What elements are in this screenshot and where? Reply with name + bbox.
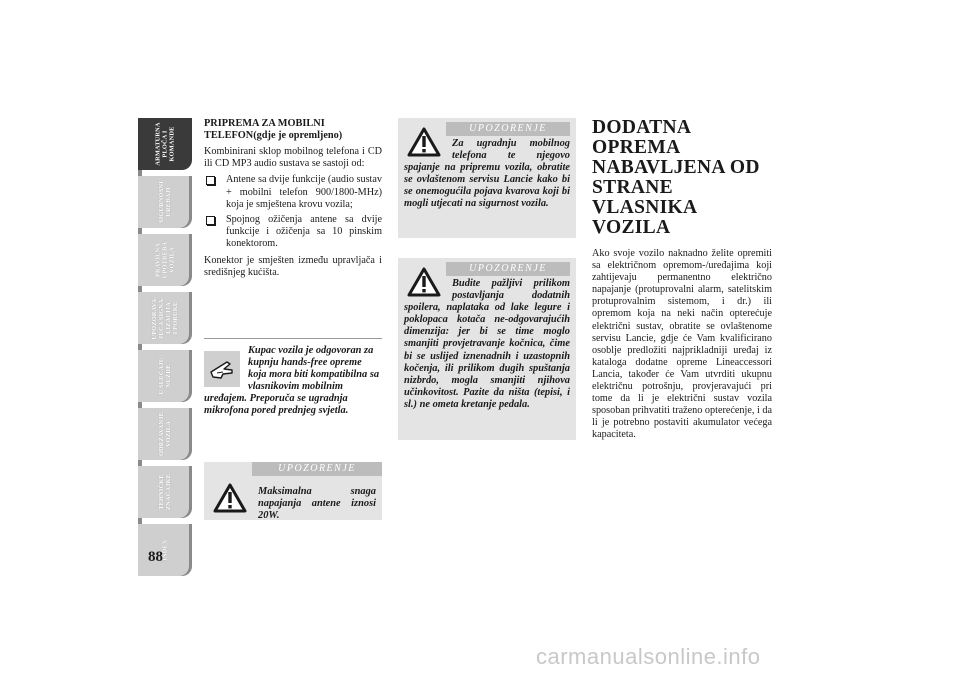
tab-label: PRAVILNA UPOTREBA VOZILA <box>154 241 176 279</box>
warning-install <box>398 118 576 238</box>
checkbox-bullet-icon <box>206 216 215 225</box>
list-item <box>204 174 382 211</box>
warning-text: Za ugradnju mobilnog telefona te njegovo spajanje na pripremu vozila, obratite se ovlaštenom servisu Lancie kako bi se onemogućila pojava kvarova koji bi mogli utjecati na sigurnost vozila. <box>404 138 570 210</box>
tab-sigurnosni-uredaji[interactable] <box>138 176 192 228</box>
tab-label: ODRŽAVANJE VOZILA <box>158 411 172 457</box>
tab-armaturna-ploca[interactable] <box>138 118 192 170</box>
warning-triangle-icon <box>404 264 444 300</box>
tab-label: U SLUČAJU NUŽDE <box>158 357 172 395</box>
tip-text: Kupac vozila je odgovoran za kupnju hands-free opreme koja mora biti kompatibilna sa vlasnikovim mobilnim uređajem. Preporuča se ugradnja mikrofona pored prednjeg svjetla. <box>204 345 380 417</box>
tab-label: UPOZORAVA- JUĆA SIGNA- LIZACIJA I PORUKE <box>151 296 179 340</box>
tab-index[interactable] <box>138 524 192 576</box>
list-item <box>204 214 382 251</box>
watermark: carmanualsonline.info <box>536 644 761 669</box>
additional-equipment-section <box>592 118 772 446</box>
chapter-tabs <box>138 118 192 582</box>
warning-text: Maksimalna snaga napajanja antene iznosi 20W. <box>258 486 376 522</box>
tab-pravilna-upotreba[interactable] <box>138 234 192 286</box>
tab-label: SIGURNOSNI UREĐAJI <box>158 181 172 223</box>
checkbox-bullet-icon <box>206 176 215 185</box>
warning-triangle-icon <box>404 124 444 160</box>
warning-text: Budite pažljivi prilikom postavljanja dodatnih spoilera, naplataka od lake legure i poklopaca kotača ne-odgovarajućih dimenzija: jer bi se time moglo smanjiti provjetravanje kočnica, čime bi se uslijed iznenadnih i uzastopnih kočenja, ili prilikom dugih spuštanja nizbrdo, mogla smanjiti njihova učinkovitost. Pazite da ništa (tepisi, i sl.) ne ometa kretanje pedala. <box>404 278 570 410</box>
warning-spoiler <box>398 258 576 440</box>
section-title: DODATNA OPREMA NABAVLJENA OD STRANE VLASNIKA VOZILA <box>592 117 760 238</box>
section-body: Ako svoje vozilo naknadno želite opremiti sa električnom opremom-/uređajima koji zahtijevaju permanentno električno napajanje (protuprovalni alarm, satelitskim protuprovalnim sistemom, i dr.) ili opremom koja na neki način opterećuje električni sustav, obratite se ovlaštenome servisu Lancie, gdje će Vam kvalificirano osoblje predložiti najprikladniji uređaj iz kataloga dodatne opreme Lineaccessori Lancia, također će Vam utvrditi ukupnu električnu potrošnju, provjeravajući pri tome da li je električni sustav vozila sposoban prihvatiti traženo opterećenje, i da li je potrebno postaviti akumulator većega kapaciteta. <box>592 248 772 441</box>
tab-u-slucaju-nuzde[interactable] <box>138 350 192 402</box>
warning-header: UPOZORENJE <box>446 262 570 276</box>
tab-tehnicke-znacajke[interactable] <box>138 466 192 518</box>
tab-upozoravajuca-signalizacija[interactable] <box>138 292 192 344</box>
list-item-text: Antene sa dvije funkcije (audio sustav + mobilni telefon 900/1800-MHz) koja je smještena krovu vozila; <box>226 174 382 210</box>
tab-label: TEHNIČKE ZNAČAJKE <box>158 473 172 511</box>
tab-label: ARMATURNA PLOČA I KOMANDE <box>154 122 176 166</box>
warning-power <box>204 462 382 520</box>
page-number: 88 <box>148 549 163 565</box>
list-item-text: Spojnog ožičenja antene sa dvije funkcije i ožičenja sa 10 pinskim konektorom. <box>226 214 382 250</box>
warning-triangle-icon <box>210 480 250 516</box>
warning-header: UPOZORENJE <box>252 462 382 476</box>
tab-odrzavanje-vozila[interactable] <box>138 408 192 460</box>
hand-pointer-icon <box>204 351 240 387</box>
component-list <box>204 174 382 250</box>
warning-header: UPOZORENJE <box>446 122 570 136</box>
intro-text: Kombinirani sklop mobilnog telefona i CD ili CD MP3 audio sustava se sastoji od: <box>204 146 382 170</box>
connector-text: Konektor je smješten između upravljača i središnjeg kućišta. <box>204 254 382 278</box>
tip-note <box>204 338 382 418</box>
tab-label: INDEX <box>161 539 169 561</box>
section-heading: PRIPREMA ZA MOBILNI TELEFON(gdje je opremljeno) <box>204 118 343 141</box>
mobile-phone-section <box>204 118 382 283</box>
